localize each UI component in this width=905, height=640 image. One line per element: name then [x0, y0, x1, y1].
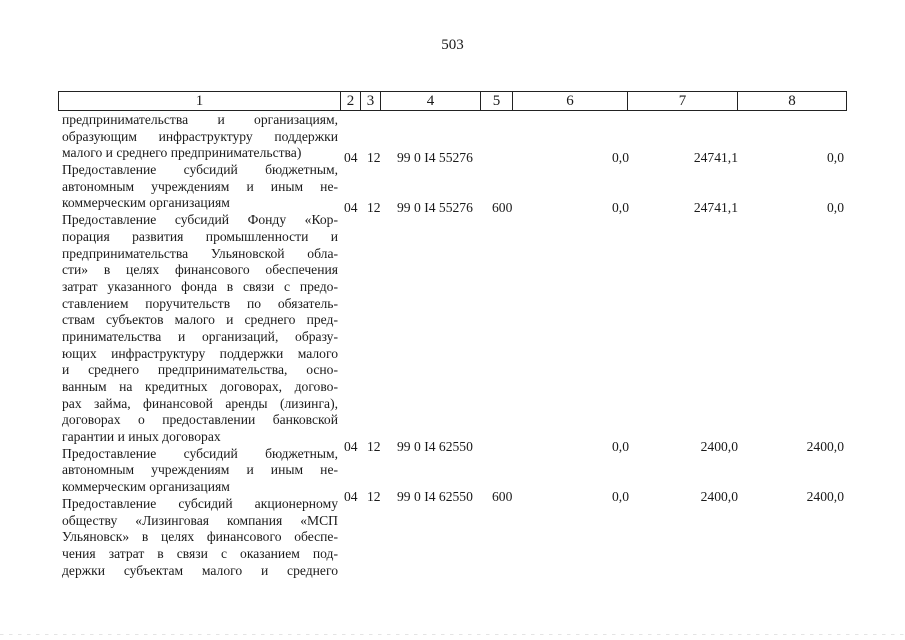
cell-value-8: 0,0 — [827, 150, 844, 165]
header-col-4: 4 — [381, 92, 481, 110]
cell-value-7: 2400,0 — [700, 439, 738, 454]
cell-value-6: 0,0 — [612, 489, 629, 504]
cell-expense-type: 600 — [492, 200, 513, 215]
scan-artifact-line — [0, 634, 905, 636]
description-line: порация развития промышленности и — [62, 228, 338, 244]
table-row — [0, 200, 905, 217]
cell-value-7: 24741,1 — [693, 150, 738, 165]
header-col-6: 6 — [513, 92, 628, 110]
cell-subsection: 12 — [367, 489, 381, 504]
description-line: автономным учреждениям и иным не- — [62, 462, 338, 478]
cell-target-item: 99 0 I4 55276 — [397, 150, 473, 165]
header-col-7: 7 — [628, 92, 738, 110]
cell-value-8: 0,0 — [827, 200, 844, 215]
cell-section: 04 — [344, 439, 358, 454]
description-line: образующим инфраструктуру поддержки — [62, 128, 338, 144]
table-row — [0, 489, 905, 506]
description-line: Предоставление субсидий бюджетным, — [62, 162, 338, 178]
cell-section: 04 — [344, 200, 358, 215]
cell-target-item: 99 0 I4 62550 — [397, 439, 473, 454]
description-line: коммерческим организациям — [62, 479, 230, 495]
description-line: держки субъектам малого и среднего — [62, 562, 338, 578]
description-line: гарантии и иных договорах — [62, 429, 221, 445]
description-line: автономным учреждениям и иным не- — [62, 178, 338, 194]
description-line: Предоставление субсидий бюджетным, — [62, 445, 338, 461]
description-line: коммерческим организациям — [62, 195, 230, 211]
description-line: и среднего предпринимательства, осно- — [62, 362, 338, 378]
table-row — [0, 439, 905, 456]
cell-subsection: 12 — [367, 200, 381, 215]
cell-subsection: 12 — [367, 150, 381, 165]
header-col-3: 3 — [361, 92, 381, 110]
description-line: Ульяновск» в целях финансового обеспе- — [62, 529, 338, 545]
header-col-1: 1 — [59, 92, 341, 110]
description-line: ющих инфраструктуру поддержки малого — [62, 345, 338, 361]
description-line: Предоставление субсидий Фонду «Кор- — [62, 212, 338, 228]
cell-section: 04 — [344, 150, 358, 165]
description-line: ствам субъектов малого и среднего пред- — [62, 312, 338, 328]
description-line: предпринимательства Ульяновской обла- — [62, 245, 338, 261]
header-col-8: 8 — [788, 93, 796, 109]
table-header-row — [58, 91, 847, 111]
description-line: обществу «Лизинговая компания «МСП — [62, 512, 338, 528]
cell-section: 04 — [344, 489, 358, 504]
page-number: 503 — [441, 37, 464, 53]
cell-value-7: 24741,1 — [693, 200, 738, 215]
description-line: Предоставление субсидий акционерному — [62, 495, 338, 511]
cell-target-item: 99 0 I4 55276 — [397, 200, 473, 215]
description-line: ставлением поручительств по обязатель- — [62, 295, 338, 311]
header-col-5: 5 — [481, 92, 513, 110]
cell-value-6: 0,0 — [612, 439, 629, 454]
cell-subsection: 12 — [367, 439, 381, 454]
cell-value-8: 2400,0 — [806, 439, 844, 454]
description-line: сти» в целях финансового обеспечения — [62, 262, 338, 278]
cell-expense-type: 600 — [492, 489, 513, 504]
cell-value-7: 2400,0 — [700, 489, 738, 504]
description-column — [62, 112, 338, 579]
cell-value-6: 0,0 — [612, 150, 629, 165]
description-line: ванным на кредитных договорах, догово- — [62, 379, 338, 394]
cell-value-6: 0,0 — [612, 200, 629, 215]
description-line: чения затрат в связи с оказанием под- — [62, 545, 338, 561]
description-line: затрат указанного фонда в связи с предо- — [62, 278, 338, 294]
table-row — [0, 150, 905, 167]
description-line: малого и среднего предпринимательства) — [62, 145, 302, 161]
description-line: договорах о предоставлении банковской — [62, 412, 338, 428]
header-col-2: 2 — [341, 92, 361, 110]
description-line: принимательства и организаций, образу- — [62, 328, 338, 344]
description-line: рах займа, финансовой аренды (лизинга), — [62, 395, 338, 411]
cell-target-item: 99 0 I4 62550 — [397, 489, 473, 504]
description-line: предпринимательства и организациям, — [62, 112, 338, 127]
cell-value-8: 2400,0 — [806, 489, 844, 504]
